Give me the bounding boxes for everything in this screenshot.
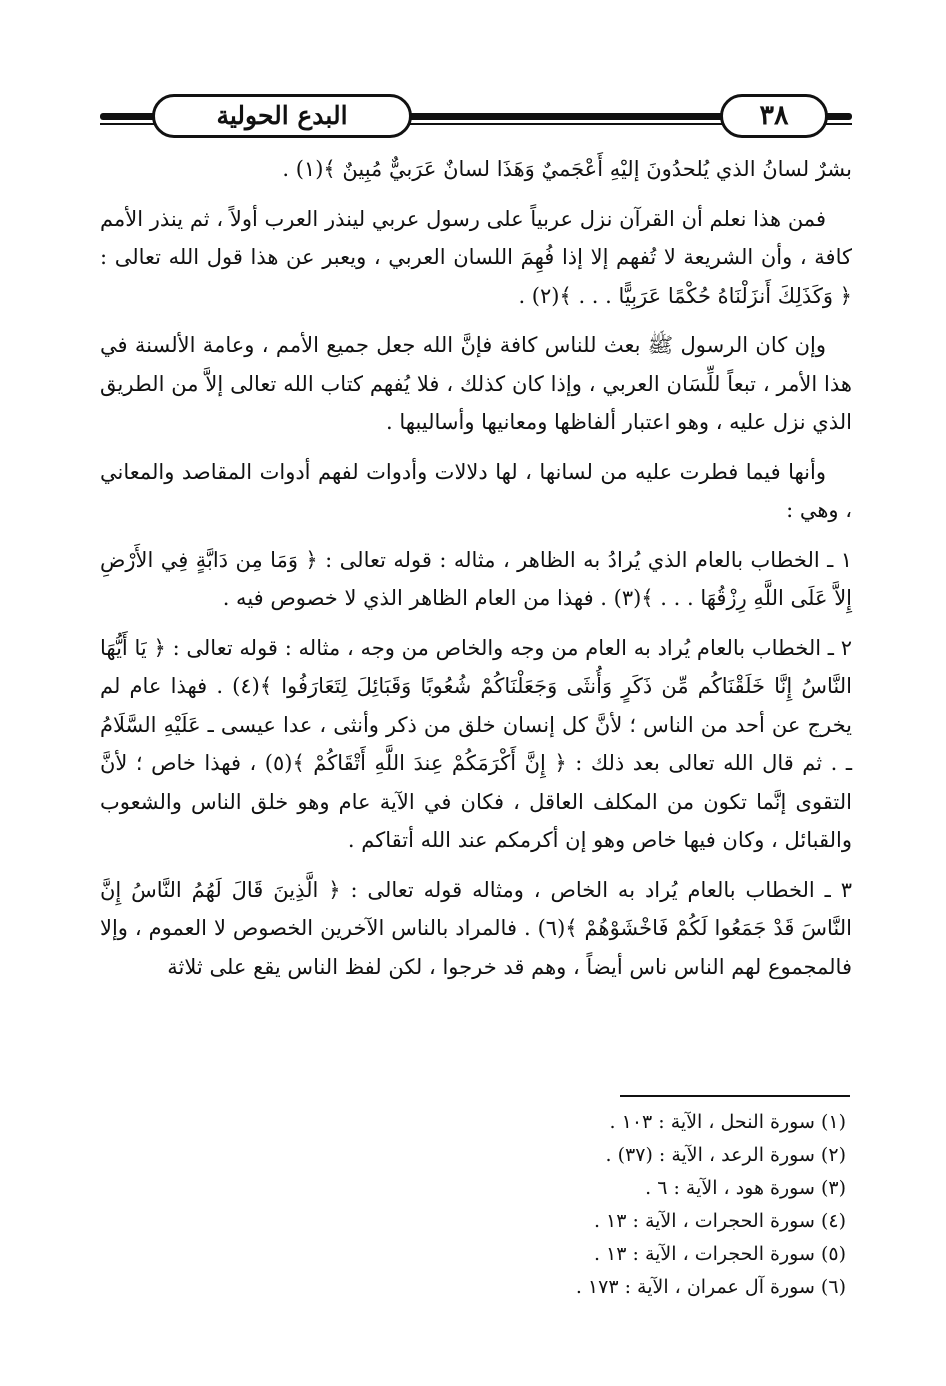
footnote: (٥) سورة الحجرات ، الآية : ١٣ . bbox=[593, 1243, 846, 1265]
paragraph: فمن هذا نعلم أن القرآن نزل عربياً على رسول عربي لينذر العرب أولاً ، ثم ينذر الأمم كافة ، وأن الشريعة لا تُفهم إلا إذا فُهِمَ اللسان العربي ، ويعبر عن هذا قول الله تعالى : ﴿ وَكَذَلِكَ أَنزَلْنَاهُ حُكْمًا عَرَبِيًّا . . . ﴾(٢) . bbox=[100, 206, 852, 308]
numbered-item: ٣ ـ الخطاب بالعام يُراد به الخاص ، ومثاله قوله تعالى : ﴿ الَّذِينَ قَالَ لَهُمُ النَّاسُ إِنَّ النَّاسَ قَدْ جَمَعُوا لَكُمْ فَاخْشَوْهُمْ ﴾(٦) . فالمراد بالناس الآخرين الخصوص لا العموم ، وإلا فالمجموع لهم الناس ناس أيضاً ، وهم قد خرجوا ، لكن لفظ الناس يقع على ثلاثة bbox=[100, 877, 853, 979]
numbered-item: ١ ـ الخطاب بالعام الذي يُرادُ به الظاهر ، مثاله : قوله تعالى : ﴿ وَمَا مِن دَابَّةٍ فِي الأَرْضِ إِلاَّ عَلَى اللَّهِ رِزْقُهَا . . . ﴾(٣) . فهذا من العام الظاهر الذي لا خصوص فيه . bbox=[100, 547, 852, 610]
footnote: (٦) سورة آل عمران ، الآية : ١٧٣ . bbox=[575, 1276, 846, 1298]
page-number: ٣٨ bbox=[720, 94, 828, 138]
footnotes bbox=[426, 1106, 846, 1304]
main-text bbox=[100, 150, 852, 997]
footnote: (١) سورة النحل ، الآية : ١٠٣ . bbox=[609, 1111, 846, 1133]
footnote-separator bbox=[620, 1095, 850, 1097]
paragraph-continuation: بشرٌ لسانُ الذي يُلحدُونَ إليْهِ أَعْجَميٌ وَهَذَا لسانٌ عَرَبيٌّ مُبِينٌ ﴾(١) . bbox=[282, 157, 852, 181]
paragraph: وإن كان الرسول ﷺ بعث للناس كافة فإنَّ الله جعل جميع الأمم ، وعامة الألسنة في هذا الأمر ، تبعاً للِّسَان العربي ، وإذا كان كذلك ، فلا يُفهم كتاب الله تعالى إلاَّ من الطريق الذي نزل عليه ، وهو اعتبار ألفاظها ومعانيها وأساليبها . bbox=[100, 333, 852, 434]
book-title: البدع الحولية bbox=[152, 94, 412, 138]
footnote: (٣) سورة هود ، الآية : ٦ . bbox=[645, 1177, 846, 1199]
numbered-item: ٢ ـ الخطاب بالعام يُراد به العام من وجه والخاص من وجه ، مثاله : قوله تعالى : ﴿ يَا أَيُّهَا النَّاسُ إِنَّا خَلَقْنَاكُم مِّن ذَكَرٍ وَأُنثَى وَجَعَلْنَاكُمْ شُعُوبًا وَقَبَائِلَ لِتَعَارَفُوا ﴾(٤) . فهذا عام لم يخرج عن أحد من الناس ؛ لأنَّ كل إنسان خلق من ذكر وأنثى ، عدا عيسى ـ عَلَيْهِ السَّلَامُ ـ . ثم قال الله تعالى بعد ذلك : ﴿ إِنَّ أَكْرَمَكُمْ عِندَ اللَّهِ أَتْقَاكُمْ ﴾(٥) ، فهذا خاص ؛ لأنَّ التقوى إنَّما تكون من المكلف العاقل ، فكان في الآية عام وهو خلق الناس والشعوب والقبائل ، وكان فيها خاص وهو إن أكرمكم عند الله أتقاكم . bbox=[100, 635, 852, 852]
paragraph: وأنها فيما فطرت عليه من لسانها ، لها دلالات وأدوات لفهم أدوات المقاصد والمعاني ، وهي : bbox=[100, 459, 852, 522]
page-header bbox=[100, 86, 852, 148]
footnote: (٤) سورة الحجرات ، الآية : ١٣ . bbox=[593, 1210, 846, 1232]
footnote: (٢) سورة الرعد ، الآية : (٣٧) . bbox=[605, 1144, 846, 1166]
